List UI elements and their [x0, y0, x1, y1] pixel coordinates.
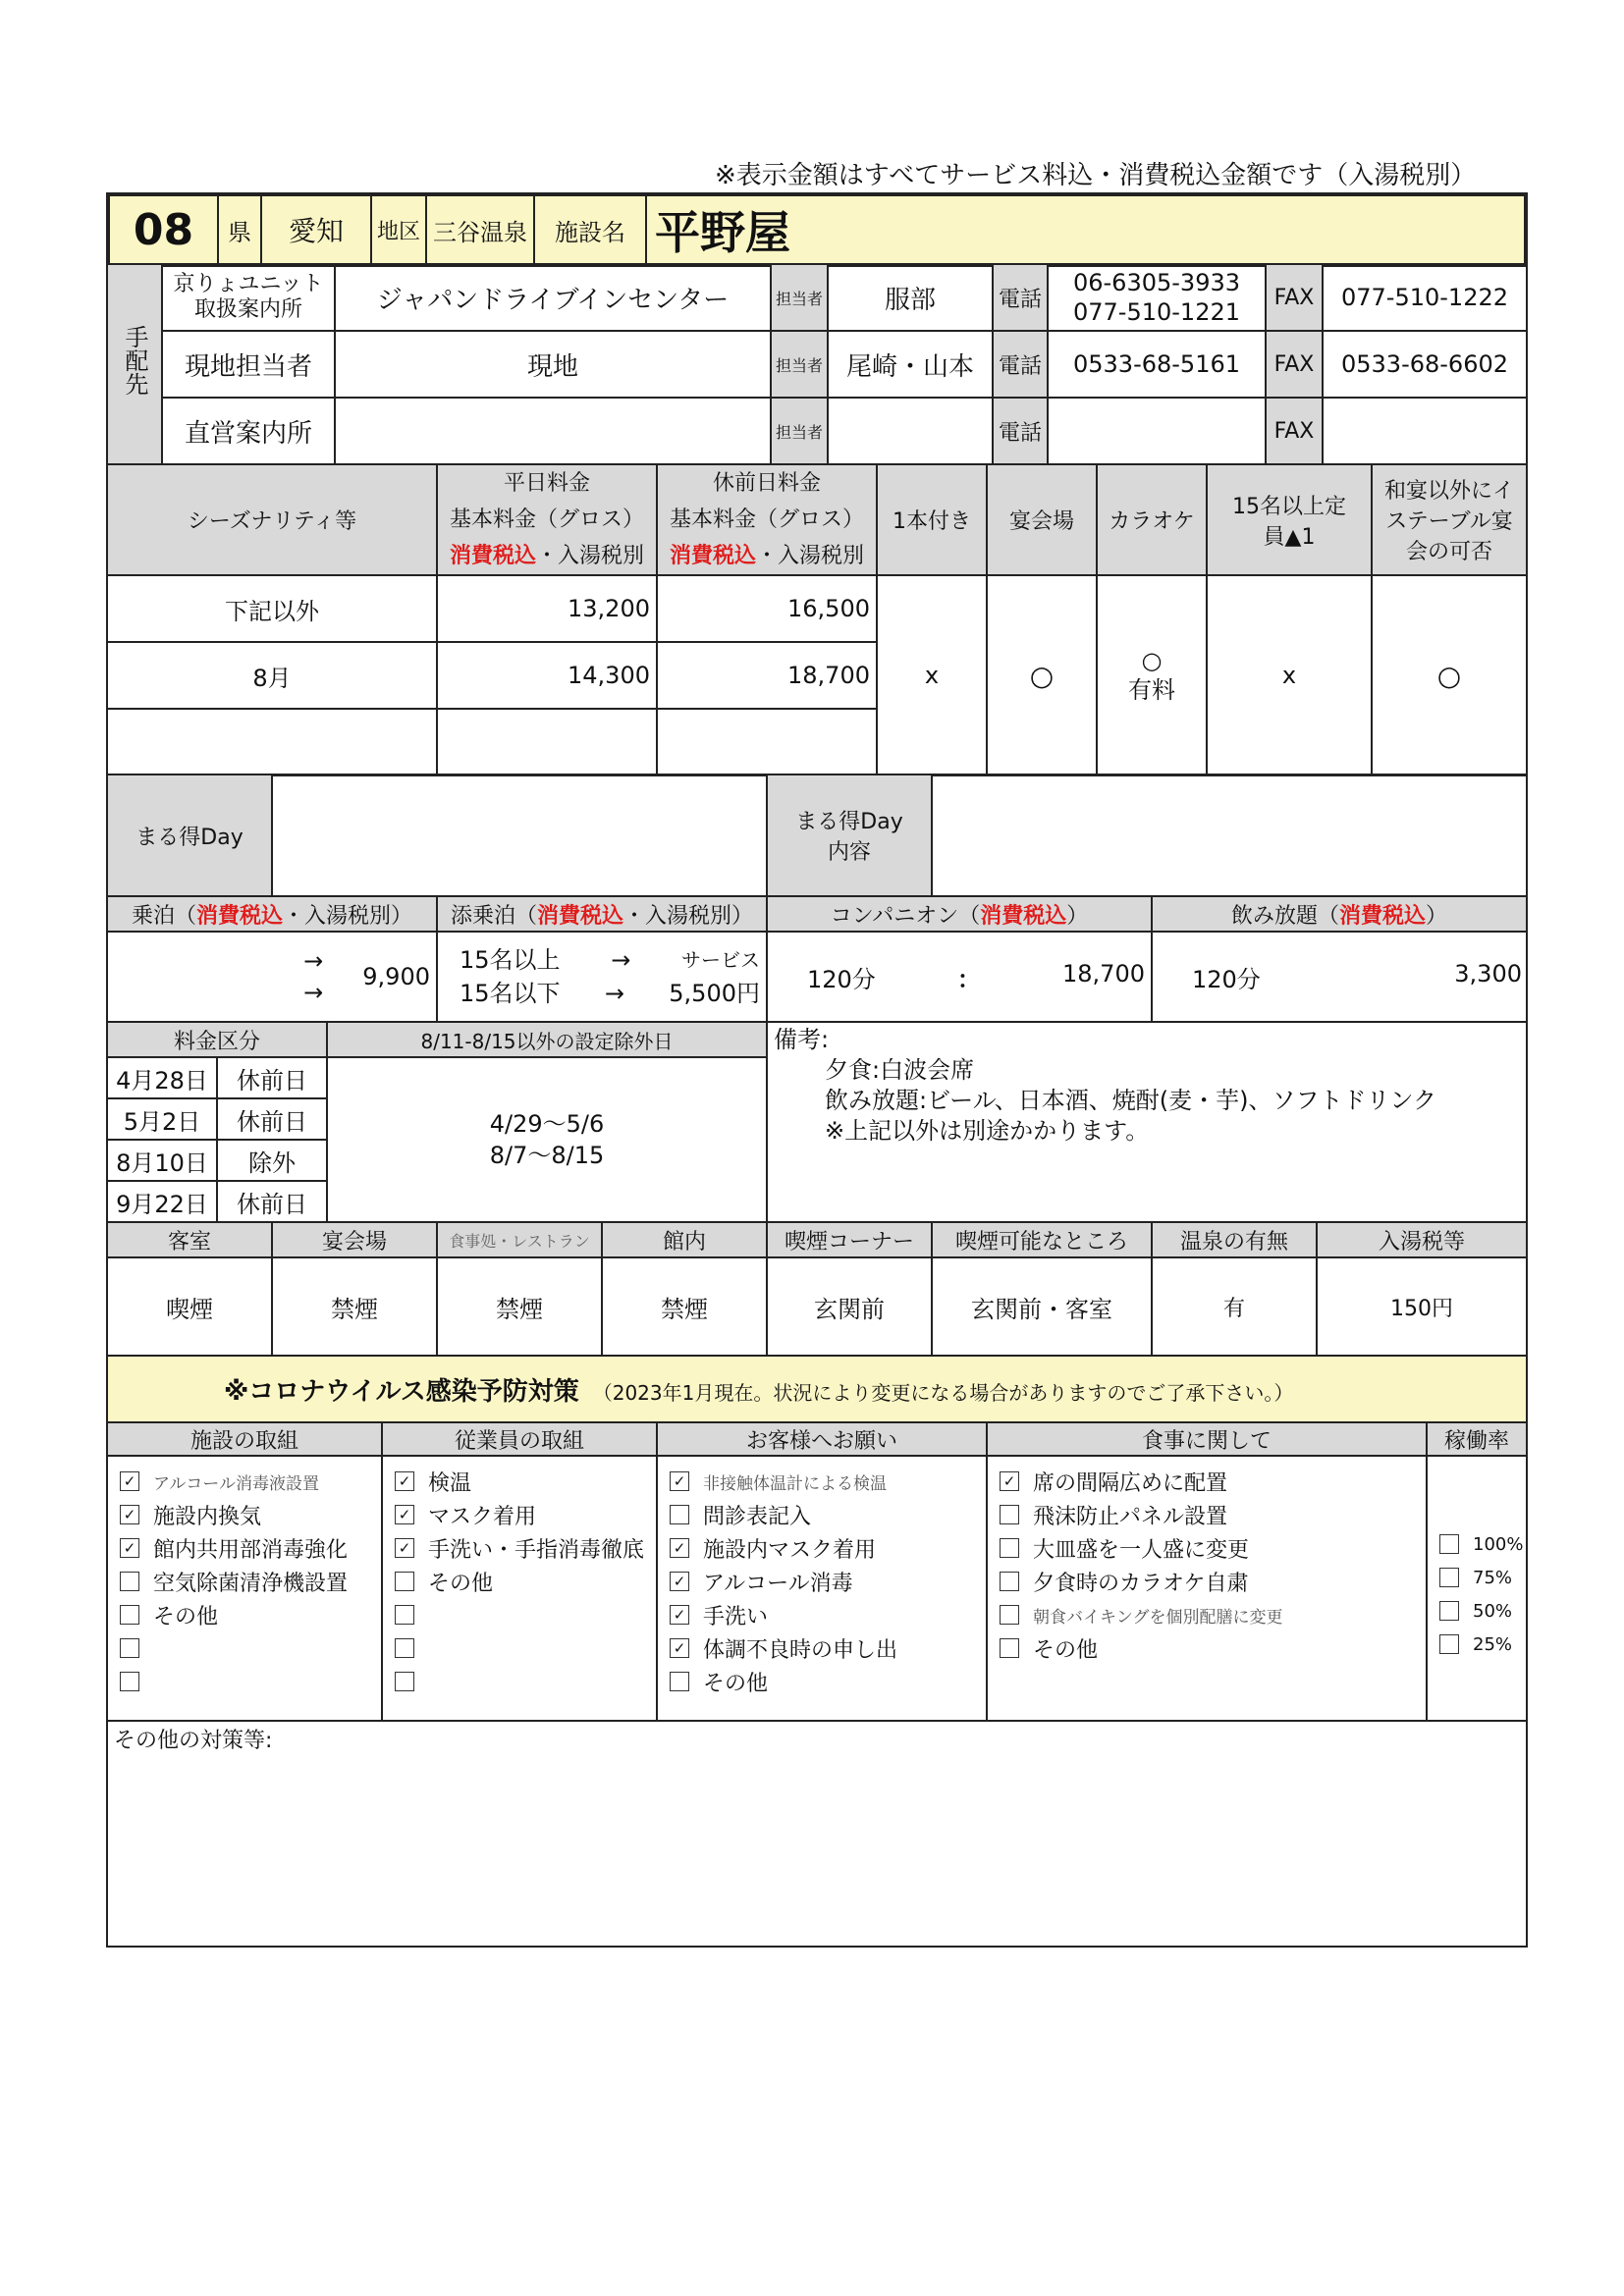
marutoku-content-label: まる得Day内容: [767, 774, 932, 896]
col-staff-list: [382, 1456, 657, 1721]
checkbox-icon[interactable]: [1439, 1534, 1459, 1554]
contact-row-1-company: ジャパンドライブインセンター: [335, 264, 771, 331]
checked-checkbox-icon[interactable]: ✓: [670, 1605, 689, 1625]
price-note: ※表示金額はすべてサービス料込・消費税込金額です（入湯税別）: [715, 161, 1477, 190]
checkbox-icon[interactable]: [395, 1672, 414, 1691]
checkbox-icon[interactable]: [670, 1672, 689, 1691]
rate-row-2-season: 8月: [107, 642, 437, 709]
checklist-item-6: [108, 1631, 381, 1665]
arrangement-label: 手配先: [107, 264, 162, 464]
checklist-label: その他: [703, 1671, 769, 1696]
occupancy-item-4: [1428, 1628, 1526, 1661]
smoking-header-inside: 館内: [602, 1222, 767, 1257]
col-meal-list: [987, 1456, 1427, 1721]
rate-row-1-season: 下記以外: [107, 575, 437, 642]
checklist-item-6: [383, 1631, 656, 1665]
companion-header: コンパニオン（消費税込）: [767, 896, 1152, 932]
rate-row-2-holiday: 18,700: [657, 642, 877, 709]
contact-row-1-person: 服部: [828, 264, 993, 331]
checklist-label: 空気除菌清浄機設置: [153, 1571, 349, 1596]
checked-checkbox-icon[interactable]: ✓: [120, 1505, 139, 1524]
contact-row-2-tel-label: 電話: [993, 331, 1048, 398]
checked-checkbox-icon[interactable]: ✓: [1000, 1471, 1019, 1491]
exclusion-dates: 4/29～5/6 8/7～8/15: [327, 1057, 767, 1222]
checklist-label: その他: [428, 1571, 494, 1596]
class-3-date: 8月10日: [107, 1140, 217, 1181]
price-class-header: 料金区分: [107, 1022, 327, 1057]
remarks-line-2: 飲み放題:ビール、日本酒、焼酎(麦・芋)、ソフトドリンク: [825, 1087, 1436, 1114]
pref-label: 県: [218, 194, 261, 265]
remarks-line-1: 夕食:白波会席: [825, 1056, 975, 1084]
capacity-header: 15名以上定員▲1: [1207, 464, 1372, 575]
smoking-room-value: 喫煙: [107, 1257, 272, 1356]
checklist-label: アルコール消毒: [703, 1571, 853, 1596]
checklist-item-6: [658, 1631, 986, 1665]
checklist-item-5: [383, 1598, 656, 1631]
occupancy-item-3: [1428, 1594, 1526, 1628]
checkbox-icon[interactable]: [1000, 1638, 1019, 1658]
smoking-header-banquet: 宴会場: [272, 1222, 437, 1257]
checklist-label: 館内共用部消毒強化: [153, 1537, 349, 1563]
checkbox-icon[interactable]: [120, 1672, 139, 1691]
checklist-label: 非接触体温計による検温: [703, 1473, 887, 1494]
table-banquet-value: ○: [1372, 575, 1527, 775]
contact-row-3-fax: [1323, 398, 1527, 464]
checklist-label: マスク着用: [428, 1504, 537, 1529]
one-bottle-value: x: [877, 575, 987, 775]
checklist-label: 朝食バイキングを個別配膳に変更: [1033, 1607, 1283, 1628]
contact-row-2-tel: 0533-68-5161: [1048, 331, 1266, 398]
checklist-item-1: [658, 1465, 986, 1498]
occupancy-item-2: [1428, 1561, 1526, 1594]
col-staff-header: 従業員の取組: [382, 1422, 657, 1456]
class-4-type: 休前日: [217, 1181, 327, 1222]
contact-row-2-company: 現地: [335, 331, 771, 398]
class-2-date: 5月2日: [107, 1098, 217, 1140]
facility-name-label: 施設名: [534, 194, 646, 265]
checklist-item-5: [108, 1598, 381, 1631]
one-bottle-header: 1本付き: [877, 464, 987, 575]
col-facility-header: 施設の取組: [107, 1422, 382, 1456]
checklist-label: 手洗い・手指消毒徹底: [428, 1537, 645, 1563]
contacts-table: [106, 263, 1528, 465]
checklist-label: 大皿盛を一人盛に変更: [1033, 1537, 1250, 1563]
checklist-item-3: [658, 1531, 986, 1565]
checklist-label: 50%: [1473, 1600, 1513, 1622]
checklist-label: その他: [153, 1604, 219, 1629]
smoking-header-restaurant: 食事処・レストラン: [437, 1222, 602, 1257]
checked-checkbox-icon[interactable]: ✓: [395, 1505, 414, 1524]
smoking-banquet-value: 禁煙: [272, 1257, 437, 1356]
checkbox-icon[interactable]: [1439, 1601, 1459, 1621]
checklist-label: 75%: [1473, 1567, 1513, 1588]
contact-row-3-tantou-label: 担当者: [771, 398, 828, 464]
contact-row-2-label: 現地担当者: [162, 331, 335, 398]
contact-row-3-tel-label: 電話: [993, 398, 1048, 464]
col-guest-list: [657, 1456, 987, 1721]
exclusion-header: 8/11-8/15以外の設定除外日: [327, 1022, 767, 1057]
contact-row-3-person: [828, 398, 993, 464]
col-guest-header: お客様へお願い: [657, 1422, 987, 1456]
capacity-value: x: [1207, 575, 1372, 775]
contact-row-3-fax-label: FAX: [1266, 398, 1323, 464]
season-header: シーズナリティ等: [107, 464, 437, 575]
checklist-label: 夕食時のカラオケ自粛: [1033, 1571, 1249, 1596]
banquet-value: ○: [987, 575, 1097, 775]
bath-tax-value: 150円: [1317, 1257, 1527, 1356]
checklist-item-1: [108, 1465, 381, 1498]
rate-row-1-holiday: 16,500: [657, 575, 877, 642]
rate-row-1-weekday: 13,200: [437, 575, 657, 642]
checked-checkbox-icon[interactable]: ✓: [120, 1471, 139, 1491]
checklist-label: 100%: [1473, 1533, 1524, 1555]
rate-row-3-season: [107, 709, 437, 775]
jouhaku-value: → → 9,900: [107, 932, 437, 1022]
contact-row-2-person: 尾崎・山本: [828, 331, 993, 398]
soejouhaku-value: 15名以上 → サービス 15名以下 → 5,500円: [437, 932, 767, 1022]
checkbox-icon[interactable]: [1000, 1572, 1019, 1591]
contact-row-1-fax: 077-510-1222: [1323, 264, 1527, 331]
checkbox-icon[interactable]: [395, 1605, 414, 1625]
contact-row-2-fax: 0533-68-6602: [1323, 331, 1527, 398]
checklist-item-4: [108, 1565, 381, 1598]
checkbox-icon[interactable]: [1000, 1538, 1019, 1558]
nomihoudai-header: 飲み放題（消費税込）: [1152, 896, 1527, 932]
pricing-table: [106, 1021, 1528, 1223]
class-3-type: 除外: [217, 1140, 327, 1181]
facility-name: 平野屋: [646, 194, 1526, 265]
checklist-item-3: [108, 1531, 381, 1565]
checklist-label: 体調不良時の申し出: [703, 1637, 898, 1663]
contact-row-3-company: [335, 398, 771, 464]
checklist-item-7: [658, 1665, 986, 1698]
karaoke-header: カラオケ: [1097, 464, 1207, 575]
checklist-item-4: [658, 1565, 986, 1598]
smoking-header-allowed: 喫煙可能なところ: [932, 1222, 1152, 1257]
checklist-item-2: [658, 1498, 986, 1531]
contact-row-1-fax-label: FAX: [1266, 264, 1323, 331]
checklist-item-4: [383, 1565, 656, 1598]
marutoku-table: [106, 774, 1528, 897]
rates-table: [106, 463, 1528, 776]
class-4-date: 9月22日: [107, 1181, 217, 1222]
checklist-item-2: [988, 1498, 1426, 1531]
area-label: 地区: [371, 194, 426, 265]
checkbox-icon[interactable]: [120, 1605, 139, 1625]
other-measures-table: [106, 1720, 1528, 1948]
contact-row-3-tel: [1048, 398, 1266, 464]
checklist-item-3: [383, 1531, 656, 1565]
holiday-header: 休前日料金 基本料金（グロス） 消費税込・入湯税別: [657, 464, 877, 575]
jouhaku-header: 乗泊（消費税込・入湯税別）: [107, 896, 437, 932]
checklist-item-5: [988, 1598, 1426, 1631]
checklist-item-1: [383, 1465, 656, 1498]
checkbox-icon[interactable]: [120, 1638, 139, 1658]
other-measures-label: その他の対策等:: [114, 1729, 273, 1753]
col-facility-list: [107, 1456, 382, 1721]
checklist-item-4: [988, 1565, 1426, 1598]
checklist-label: 施設内マスク着用: [703, 1537, 877, 1563]
contact-row-2-tantou-label: 担当者: [771, 331, 828, 398]
checklist-item-2: [383, 1498, 656, 1531]
smoking-table: [106, 1221, 1528, 1357]
occupancy-list: [1427, 1456, 1527, 1721]
facility-number: 08: [108, 194, 218, 265]
checklist-label: その他: [1033, 1637, 1099, 1663]
nomihoudai-value: 120分 3,300: [1152, 932, 1527, 1022]
checklist-item-7: [108, 1665, 381, 1698]
onsen-value: 有: [1152, 1257, 1317, 1356]
bath-tax-header: 入湯税等: [1317, 1222, 1527, 1257]
contact-row-2-fax-label: FAX: [1266, 331, 1323, 398]
occupancy-item-1: [1428, 1527, 1526, 1561]
marutoku-value: [272, 774, 767, 896]
checkbox-icon[interactable]: [1439, 1568, 1459, 1587]
rate-row-3-holiday: [657, 709, 877, 775]
marutoku-label: まる得Day: [107, 774, 272, 896]
contact-row-1-tantou-label: 担当者: [771, 264, 828, 331]
smoking-allowed-value: 玄関前・客室: [932, 1257, 1152, 1356]
checked-checkbox-icon[interactable]: ✓: [670, 1572, 689, 1591]
corona-title: ※コロナウイルス感染予防対策 （2023年1月現在。状況により変更になる場合がありますのでご了承下さい。）: [107, 1356, 1527, 1422]
remarks: [767, 1022, 1527, 1222]
corona-title-table: [106, 1355, 1528, 1423]
checklist-label: 施設内換気: [153, 1504, 262, 1529]
contact-row-1-label: 京りょユニット取扱案内所: [162, 264, 335, 331]
smoking-header-room: 客室: [107, 1222, 272, 1257]
checklist-label: 問診表記入: [703, 1504, 812, 1529]
checklist-item-3: [988, 1531, 1426, 1565]
companion-value: 120分 ： 18,700: [767, 932, 1152, 1022]
checklist-label: 飛沫防止パネル設置: [1033, 1504, 1228, 1529]
soejouhaku-header: 添乗泊（消費税込・入湯税別）: [437, 896, 767, 932]
class-1-date: 4月28日: [107, 1057, 217, 1098]
onsen-header: 温泉の有無: [1152, 1222, 1317, 1257]
checkbox-icon[interactable]: [1000, 1605, 1019, 1625]
remarks-line-3: ※上記以外は別途かかります。: [825, 1117, 1150, 1145]
weekday-header: 平日料金 基本料金（グロス） 消費税込・入湯税別: [437, 464, 657, 575]
contact-row-1-tel-label: 電話: [993, 264, 1048, 331]
checkbox-icon[interactable]: [670, 1505, 689, 1524]
checkbox-icon[interactable]: [395, 1638, 414, 1658]
contact-row-1-tel: 06-6305-3933 077-510-1221: [1048, 264, 1266, 331]
checklist-item-6: [988, 1631, 1426, 1665]
checked-checkbox-icon[interactable]: ✓: [670, 1538, 689, 1558]
checklist-label: 検温: [428, 1470, 472, 1496]
area-value: 三谷温泉: [426, 194, 534, 265]
checklist-item-1: [988, 1465, 1426, 1498]
class-2-type: 休前日: [217, 1098, 327, 1140]
checkbox-icon[interactable]: [120, 1572, 139, 1591]
checklist-label: 席の間隔広めに配置: [1033, 1470, 1228, 1496]
checked-checkbox-icon[interactable]: ✓: [670, 1638, 689, 1658]
class-1-type: 休前日: [217, 1057, 327, 1098]
table-banquet-header: 和宴以外にイステーブル宴会の可否: [1372, 464, 1527, 575]
contact-row-3-label: 直営案内所: [162, 398, 335, 464]
marutoku-content-value: [932, 774, 1527, 896]
col-occupancy-header: 稼働率: [1427, 1422, 1527, 1456]
col-meal-header: 食事に関して: [987, 1422, 1427, 1456]
corona-checklist: [106, 1421, 1528, 1722]
checked-checkbox-icon[interactable]: ✓: [120, 1538, 139, 1558]
checklist-label: 25%: [1473, 1633, 1513, 1655]
rate-row-2-weekday: 14,300: [437, 642, 657, 709]
other-measures: [107, 1721, 1527, 1947]
pref-value: 愛知: [261, 194, 371, 265]
checkbox-icon[interactable]: [395, 1572, 414, 1591]
checklist-label: アルコール消毒液設置: [153, 1473, 319, 1494]
facility-title-table: [106, 192, 1528, 267]
checked-checkbox-icon[interactable]: ✓: [395, 1471, 414, 1491]
smoking-inside-value: 禁煙: [602, 1257, 767, 1356]
rate-row-3-weekday: [437, 709, 657, 775]
checked-checkbox-icon[interactable]: ✓: [395, 1538, 414, 1558]
smoking-corner-value: 玄関前: [767, 1257, 932, 1356]
banquet-header: 宴会場: [987, 464, 1097, 575]
remarks-label: 備考:: [774, 1026, 830, 1053]
smoking-header-corner: 喫煙コーナー: [767, 1222, 932, 1257]
checklist-item-5: [658, 1598, 986, 1631]
checkbox-icon[interactable]: [1439, 1634, 1459, 1654]
checked-checkbox-icon[interactable]: ✓: [670, 1471, 689, 1491]
checkbox-icon[interactable]: [1000, 1505, 1019, 1524]
smoking-restaurant-value: 禁煙: [437, 1257, 602, 1356]
karaoke-value: ○ 有料: [1097, 575, 1207, 775]
extras-table: [106, 895, 1528, 1023]
checklist-item-7: [383, 1665, 656, 1698]
checklist-label: 手洗い: [703, 1604, 769, 1629]
checklist-item-2: [108, 1498, 381, 1531]
